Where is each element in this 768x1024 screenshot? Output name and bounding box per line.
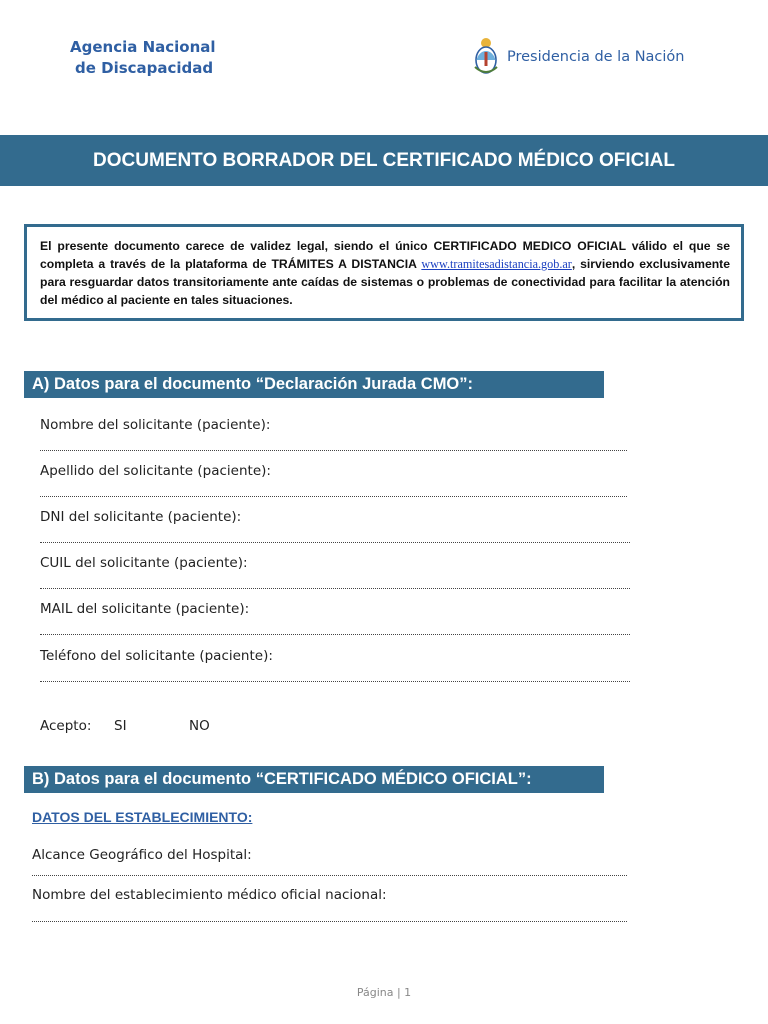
field-dni-label: DNI del solicitante (paciente): — [40, 509, 242, 525]
acepto-label: Acepto: — [40, 718, 92, 734]
field-dni-input[interactable] — [40, 540, 630, 543]
field-establecimiento-input[interactable] — [32, 919, 627, 922]
acepto-si-option[interactable]: SI — [114, 718, 127, 734]
field-telefono-input[interactable] — [40, 679, 630, 682]
establecimiento-subheading: DATOS DEL ESTABLECIMIENTO: — [32, 809, 253, 825]
notice-text-before: El presente documento carece de validez legal, siendo el único CERTIFICADO MEDICO OFICIAL válido el que se completa a través de la plataforma de TRÁMITES A DISTANCIA — [40, 239, 730, 271]
tramites-link[interactable]: www.tramitesadistancia.gob.ar — [421, 257, 572, 271]
acepto-no-option[interactable]: NO — [189, 718, 210, 734]
field-mail-label: MAIL del solicitante (paciente): — [40, 601, 250, 617]
field-cuil-input[interactable] — [40, 586, 630, 589]
presidencia-logo — [472, 36, 685, 78]
field-apellido-input[interactable] — [40, 494, 627, 497]
field-nombre-label: Nombre del solicitante (paciente): — [40, 417, 271, 433]
section-a-header: A) Datos para el documento “Declaración Jurada CMO”: — [24, 371, 604, 398]
notice-text-after: , sirviendo exclusivamente para resguardar datos transitoriamente ante caídas de sistemas o problemas de conectividad para facilitar la atención del médico al paciente en tales situaciones. — [40, 257, 731, 307]
legal-notice — [24, 224, 744, 321]
field-telefono-label: Teléfono del solicitante (paciente): — [40, 648, 273, 664]
field-alcance-label: Alcance Geográfico del Hospital: — [32, 847, 252, 863]
field-apellido-label: Apellido del solicitante (paciente): — [40, 463, 271, 479]
agency-name-line1: Agencia Nacional — [70, 38, 216, 56]
field-cuil-label: CUIL del solicitante (paciente): — [40, 555, 248, 571]
field-mail-input[interactable] — [40, 632, 630, 635]
coat-of-arms-icon — [472, 37, 500, 77]
page-number: Página | 1 — [356, 986, 412, 999]
acepto-row — [40, 718, 210, 734]
field-nombre-input[interactable] — [40, 448, 627, 451]
agency-name-line2: de Discapacidad — [75, 59, 214, 77]
field-establecimiento-label: Nombre del establecimiento médico oficial nacional: — [32, 887, 387, 903]
document-title: DOCUMENTO BORRADOR DEL CERTIFICADO MÉDICO OFICIAL — [0, 135, 768, 186]
presidencia-label: Presidencia de la Nación — [507, 49, 685, 65]
section-b-header: B) Datos para el documento “CERTIFICADO MÉDICO OFICIAL”: — [24, 766, 604, 793]
agency-logo — [70, 37, 240, 79]
field-alcance-input[interactable] — [32, 873, 627, 876]
